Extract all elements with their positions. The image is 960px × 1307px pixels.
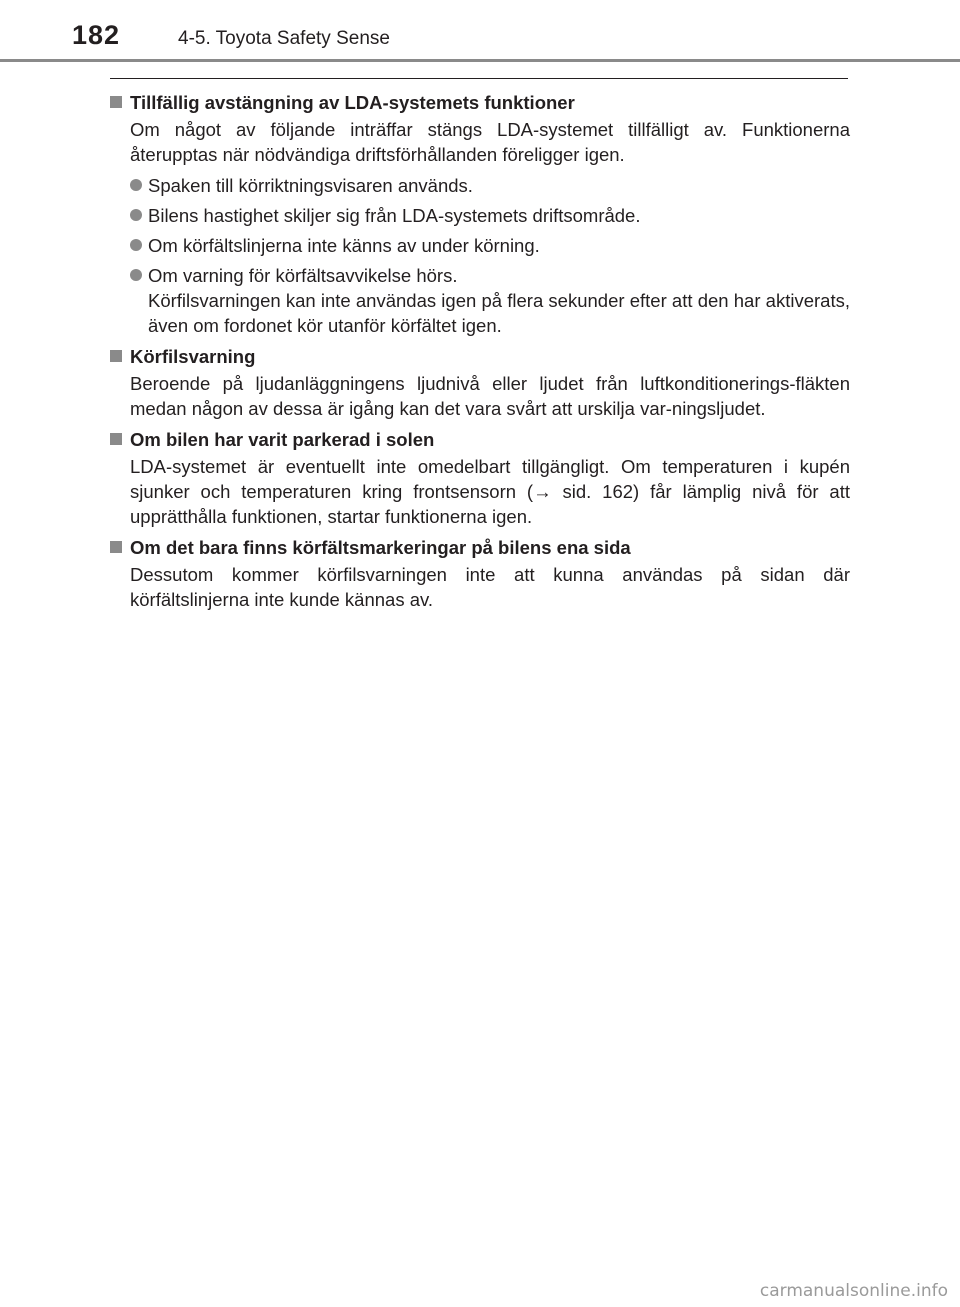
page-number: 182 [72, 20, 121, 50]
section-lane-warning [110, 344, 850, 421]
section-temporary-deactivation [110, 90, 850, 338]
square-bullet-icon [110, 96, 122, 108]
content-top-rule [110, 78, 848, 79]
section-one-side-markings [110, 535, 850, 612]
square-bullet-icon [110, 350, 122, 362]
page-header [0, 0, 960, 64]
section-heading-text: Tillfällig avstängning av LDA-systemets funktioner [130, 92, 575, 113]
section-heading [110, 535, 850, 560]
square-bullet-icon [110, 541, 122, 553]
list-item-text: Om körfältslinjerna inte känns av under körning. [148, 235, 540, 256]
circle-bullet-icon [130, 239, 142, 251]
list-item-text: Om varning för körfältsavvikelse hörs. [148, 265, 458, 286]
section-heading-text: Om det bara finns körfältsmarkeringar på bilens ena sida [130, 537, 631, 558]
square-bullet-icon [110, 433, 122, 445]
circle-bullet-icon [130, 269, 142, 281]
list-item-text: Bilens hastighet skiljer sig från LDA-systemets driftsområde. [148, 205, 641, 226]
list-item-text: Spaken till körriktningsvisaren används. [148, 175, 473, 196]
section-paragraph: LDA-systemet är eventuellt inte omedelbart tillgängligt. Om temperaturen i kupén sjunker och temperaturen kring frontsensorn (→ sid. 162) får lämplig nivå för att upprätthålla funktionen, startar funktionerna igen. [130, 456, 850, 527]
section-heading-text: Om bilen har varit parkerad i solen [130, 429, 435, 450]
list-item [130, 173, 850, 198]
section-heading-text: Körfilsvarning [130, 346, 256, 367]
header-divider [0, 59, 960, 62]
section-heading [110, 427, 850, 452]
watermark: carmanualsonline.info [759, 1281, 948, 1301]
list-item [130, 233, 850, 258]
bullet-list [130, 173, 850, 338]
section-paragraph: Beroende på ljudanläggningens ljudnivå eller ljudet från luftkonditionerings-fläkten medan någon av dessa är igång kan det vara svårt att urskilja var-ningsljudet. [130, 373, 850, 419]
circle-bullet-icon [130, 209, 142, 221]
section-paragraph: Om något av följande inträffar stängs LDA-systemet tillfälligt av. Funktionerna återupptas när nödvändiga driftsförhållanden föreligger igen. [130, 119, 850, 165]
list-item [130, 263, 850, 338]
list-item [130, 203, 850, 228]
list-item-body [148, 263, 850, 338]
circle-bullet-icon [130, 179, 142, 191]
list-item-subtext: Körfilsvarningen kan inte användas igen på flera sekunder efter att den har aktiverats, även om fordonet kör utanför körfältet igen. [148, 290, 850, 336]
section-title: 4-5. Toyota Safety Sense [178, 28, 390, 49]
section-heading [110, 344, 850, 369]
section-paragraph: Dessutom kommer körfilsvarningen inte att kunna användas på sidan där körfältslinjerna inte kunde kännas av. [130, 564, 850, 610]
section-heading [110, 90, 850, 115]
section-parked-in-sun [110, 427, 850, 529]
page-content [110, 90, 850, 618]
